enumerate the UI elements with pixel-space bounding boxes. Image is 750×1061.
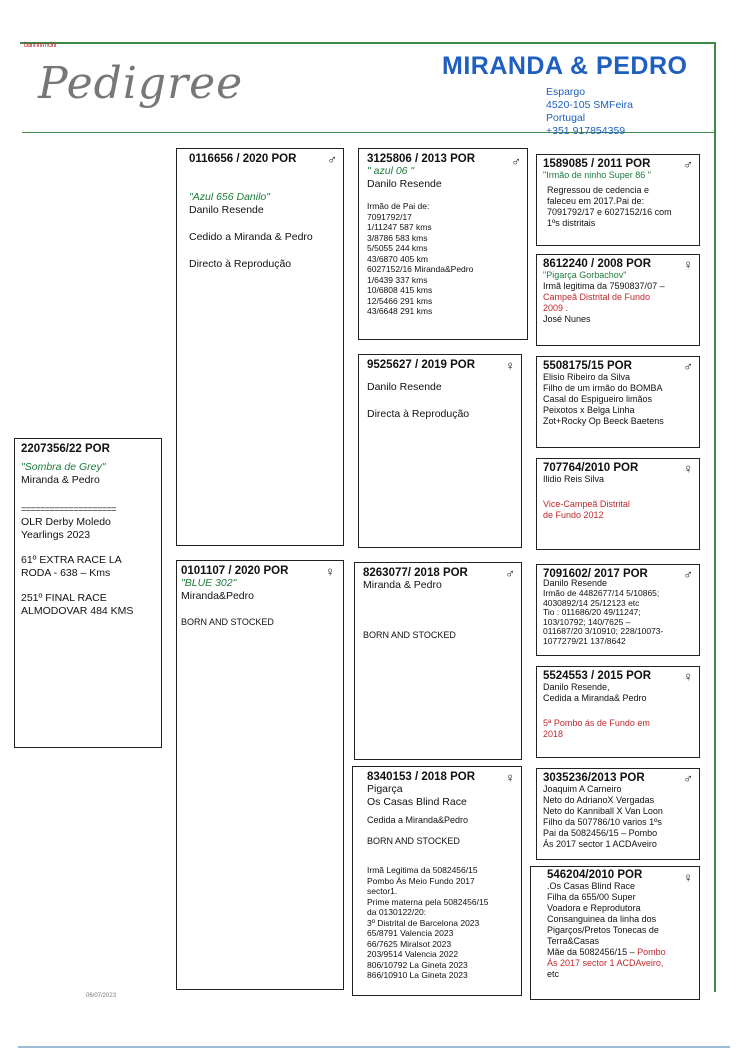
dss-line: Irmão de 4482677/14 5/10865; bbox=[543, 588, 660, 598]
sdd-breeder: Ilidio Reis Silva bbox=[543, 474, 605, 484]
dd-detail: Pombo Ás Meio Fundo 2017 bbox=[367, 875, 475, 886]
ss-box bbox=[358, 148, 528, 340]
sss-box bbox=[536, 154, 700, 246]
male-icon: ♂ bbox=[683, 567, 693, 582]
sss-line: 7091792/17 e 6027152/16 com bbox=[547, 207, 672, 217]
dd-note: Cedida a Miranda&Pedro bbox=[367, 815, 469, 825]
ss-line: 1/6439 337 kms bbox=[367, 274, 428, 285]
ss-line: 43/6648 291 kms bbox=[367, 306, 433, 316]
sd-ring: 9525627 / 2019 POR bbox=[367, 359, 476, 371]
female-icon: ♀ bbox=[505, 770, 515, 785]
subject-race: 251º FINAL RACE bbox=[21, 592, 107, 604]
subject-ring: 2207356/22 POR bbox=[21, 443, 110, 455]
female-icon: ♀ bbox=[683, 461, 693, 476]
sire-note: Cedido a Miranda & Pedro bbox=[189, 231, 313, 243]
subject-race: ALMODOVAR 484 KMS bbox=[21, 605, 134, 617]
dd-detail: da 0130122/20: bbox=[367, 907, 427, 917]
dd-line: Os Casas Blind Race bbox=[367, 796, 467, 808]
dds-line: Filho da 507786/10 varios 1ºs bbox=[543, 817, 662, 827]
sd-owner: Danilo Resende bbox=[367, 381, 442, 393]
ssd-line: Irmã legitima da 7590837/07 – bbox=[543, 281, 665, 291]
dsd-note: Cedida a Miranda& Pedro bbox=[543, 693, 647, 703]
ssd-title: 2009 . bbox=[543, 303, 569, 313]
dsd-title: 2018 bbox=[543, 729, 564, 739]
dd-detail: Irmã Legitima da 5082456/15 bbox=[367, 865, 478, 875]
separator: ==================== bbox=[21, 504, 117, 514]
ssd-breeder: José Nunes bbox=[543, 314, 591, 324]
sd-box bbox=[358, 354, 522, 548]
dd-detail: 203/9514 Valencia 2022 bbox=[367, 949, 459, 959]
ddd-line: Voadora e Reprodutora bbox=[547, 903, 641, 913]
top-rule bbox=[20, 42, 716, 44]
bottom-rule bbox=[18, 1046, 730, 1048]
dss-line: 1077279/21 137/8642 bbox=[543, 635, 626, 646]
sire-ring: 0116656 / 2020 POR bbox=[189, 153, 297, 165]
dsd-ring: 5524553 / 2015 POR bbox=[543, 670, 652, 682]
male-icon: ♂ bbox=[327, 152, 337, 167]
sss-line: faleceu em 2017.Pai de: bbox=[547, 196, 645, 206]
dsd-title: 5ª Pombo ás de Fundo em bbox=[543, 718, 650, 728]
ddd-line: Pigarços/Pretos Tonecas de bbox=[547, 925, 659, 935]
sire-box bbox=[176, 148, 344, 546]
ss-ring: 3125806 / 2013 POR bbox=[367, 153, 476, 165]
dds-line: Neto do AdrianoX Vergadas bbox=[543, 795, 655, 805]
ds-box bbox=[354, 562, 522, 760]
ss-line: 6027152/16 Miranda&Pedro bbox=[367, 264, 474, 274]
sss-line: Regressou de cedencia e bbox=[547, 185, 650, 195]
pedigree-logo: Pedigree bbox=[38, 58, 244, 109]
ss-line: 5/5055 244 kms bbox=[367, 243, 428, 253]
dd-detail: 866/10910 La Gineta 2023 bbox=[367, 970, 468, 980]
ddd-ring: 546204/2010 POR bbox=[547, 869, 643, 881]
dsd-box bbox=[536, 666, 700, 758]
ss-line: 10/6808 415 kms bbox=[367, 285, 433, 295]
dam-ring: 0101107 / 2020 POR bbox=[181, 565, 289, 577]
ss-name: " azul 06 " bbox=[367, 165, 415, 177]
dss-line: 103/10792; 140/7625 – bbox=[543, 616, 631, 627]
male-icon: ♂ bbox=[505, 566, 515, 581]
sd-note: Directa à Reprodução bbox=[367, 408, 470, 420]
subject-race: 61º EXTRA RACE LA bbox=[21, 554, 122, 566]
ssd-ring: 8612240 / 2008 POR bbox=[543, 258, 652, 270]
address-line: Portugal bbox=[546, 112, 586, 124]
dss-breeder: Danilo Resende bbox=[543, 578, 608, 588]
ss-line: 12/5466 291 kms bbox=[367, 295, 433, 306]
subject-owner: Miranda & Pedro bbox=[21, 474, 100, 486]
dd-line: Pigarça bbox=[367, 783, 403, 795]
scribble-mark: bannnrmdnr bbox=[24, 42, 57, 49]
dss-box bbox=[536, 564, 700, 656]
ds-owner: Miranda & Pedro bbox=[363, 579, 442, 591]
ssd-title: Campeã Distrital de Fundo bbox=[543, 292, 651, 302]
sdd-box bbox=[536, 458, 700, 550]
dd-detail: Prime materna pela 5082456/15 bbox=[367, 896, 489, 907]
dam-name: "BLUE 302" bbox=[181, 577, 237, 589]
dd-detail: sector1. bbox=[367, 886, 398, 896]
ss-line: 7091792/17 bbox=[367, 211, 412, 222]
dss-line: 4030892/14 25/12123 etc bbox=[543, 597, 640, 608]
sds-ring: 5508175/15 POR bbox=[543, 360, 632, 372]
dam-note: BORN AND STOCKED bbox=[181, 617, 274, 627]
subject-box bbox=[14, 438, 162, 748]
dss-line: Tio : 011686/20 49/11247; bbox=[543, 607, 641, 617]
sss-ring: 1589085 / 2011 POR bbox=[543, 158, 651, 170]
dss-ring: 7091602/ 2017 POR bbox=[543, 568, 648, 580]
ddd-line: Mãe da 5082456/15 – bbox=[547, 947, 635, 957]
dam-owner: Miranda&Pedro bbox=[181, 590, 254, 602]
ddd-line: .Os Casas Blind Race bbox=[547, 881, 636, 891]
male-icon: ♂ bbox=[683, 157, 693, 172]
female-icon: ♀ bbox=[505, 358, 515, 373]
sdd-title: Vice-Campeã Distrital bbox=[543, 499, 630, 509]
female-icon: ♀ bbox=[683, 870, 693, 885]
dam-box bbox=[176, 560, 344, 990]
ss-line: 1/11247 587 kms bbox=[367, 222, 432, 232]
address-line: +351 917854359 bbox=[546, 125, 626, 137]
ddd-line: Filha da 655/00 Super bbox=[547, 892, 636, 902]
subject-name: "Sombra de Grey" bbox=[21, 461, 106, 473]
male-icon: ♂ bbox=[511, 154, 521, 169]
address-line: 4520-105 SMFeira bbox=[546, 99, 633, 111]
ss-line: 43/6870 405 km bbox=[367, 253, 428, 264]
ddd-box bbox=[530, 866, 700, 1000]
sss-name: "Irmão de ninho Super 86 " bbox=[543, 170, 651, 180]
subject-line: OLR Derby Moledo bbox=[21, 516, 111, 528]
ssd-name: "Pigarça Gorbachov" bbox=[543, 270, 627, 280]
brand-title: MIRANDA & PEDRO bbox=[442, 52, 688, 80]
sds-line: Zot+Rocky Op Beeck Baetens bbox=[543, 416, 664, 426]
sds-line: Peixotos x Belga Linha bbox=[543, 405, 635, 415]
dds-ring: 3035236/2013 POR bbox=[543, 772, 645, 784]
ds-note: BORN AND STOCKED bbox=[363, 630, 456, 640]
right-rule bbox=[714, 42, 716, 992]
female-icon: ♀ bbox=[683, 669, 693, 684]
male-icon: ♂ bbox=[683, 771, 693, 786]
dd-box bbox=[352, 766, 522, 996]
sire-name: "Azul 656 Danilo" bbox=[189, 191, 271, 203]
dds-line: Ás 2017 sector 1 ACDAveiro bbox=[543, 839, 657, 849]
sdd-title: de Fundo 2012 bbox=[543, 510, 604, 520]
sds-line: Elisio Ribeiro da Silva bbox=[543, 372, 631, 382]
ddd-line: Consanguinea da linha dos bbox=[547, 914, 657, 924]
address-line: Espargo bbox=[546, 86, 586, 98]
female-icon: ♀ bbox=[325, 564, 335, 579]
dds-line: Neto do Kanniball X Van Loon bbox=[543, 806, 663, 816]
print-date: 06/07/2023 bbox=[86, 993, 117, 999]
sire-owner: Danilo Resende bbox=[189, 204, 264, 216]
ddd-title: Ás 2017 sector 1 ACDAveiro, bbox=[547, 958, 664, 968]
sss-line: 1ºs distritais bbox=[547, 218, 596, 228]
dsd-breeder: Danilo Resende, bbox=[543, 682, 610, 692]
dds-line: Pai da 5082456/15 – Pombo bbox=[543, 828, 658, 838]
address-block bbox=[546, 86, 633, 138]
female-icon: ♀ bbox=[683, 257, 693, 272]
ssd-box bbox=[536, 254, 700, 346]
ss-line: Irmão de Pai de: bbox=[367, 201, 430, 211]
male-icon: ♂ bbox=[683, 359, 693, 374]
dd-detail: 806/10792 La Gineta 2023 bbox=[367, 959, 468, 970]
dd-detail: 3º Distrital de Barcelona 2023 bbox=[367, 917, 480, 928]
dd-detail: 66/7625 Miralsot 2023 bbox=[367, 938, 452, 949]
sire-note: Directo à Reprodução bbox=[189, 258, 292, 270]
subject-race: RODA - 638 – Kms bbox=[21, 567, 111, 579]
dds-line: Joaquim A Carneiro bbox=[543, 784, 622, 794]
ddd-title: Pombo bbox=[637, 947, 666, 957]
dds-box bbox=[536, 768, 700, 860]
dd-note: BORN AND STOCKED bbox=[367, 836, 460, 846]
ds-ring: 8263077/ 2018 POR bbox=[363, 567, 468, 579]
ddd-line: etc bbox=[547, 969, 560, 979]
dss-line: 011687/20 3/10910; 228/10073- bbox=[543, 626, 664, 636]
subject-line: Yearlings 2023 bbox=[21, 529, 91, 541]
sds-line: Filho de um irmão do BOMBA bbox=[543, 383, 663, 393]
dd-ring: 8340153 / 2018 POR bbox=[367, 771, 476, 783]
sds-box bbox=[536, 356, 700, 448]
ddd-line: Terra&Casas bbox=[547, 936, 600, 946]
sdd-ring: 707764/2010 POR bbox=[543, 462, 639, 474]
ss-line: 3/8786 583 kms bbox=[367, 232, 428, 243]
sds-line: Casal do Espigueiro limãos bbox=[543, 394, 653, 404]
ss-owner: Danilo Resende bbox=[367, 178, 442, 190]
dd-detail: 65/8791 Valencia 2023 bbox=[367, 928, 454, 938]
